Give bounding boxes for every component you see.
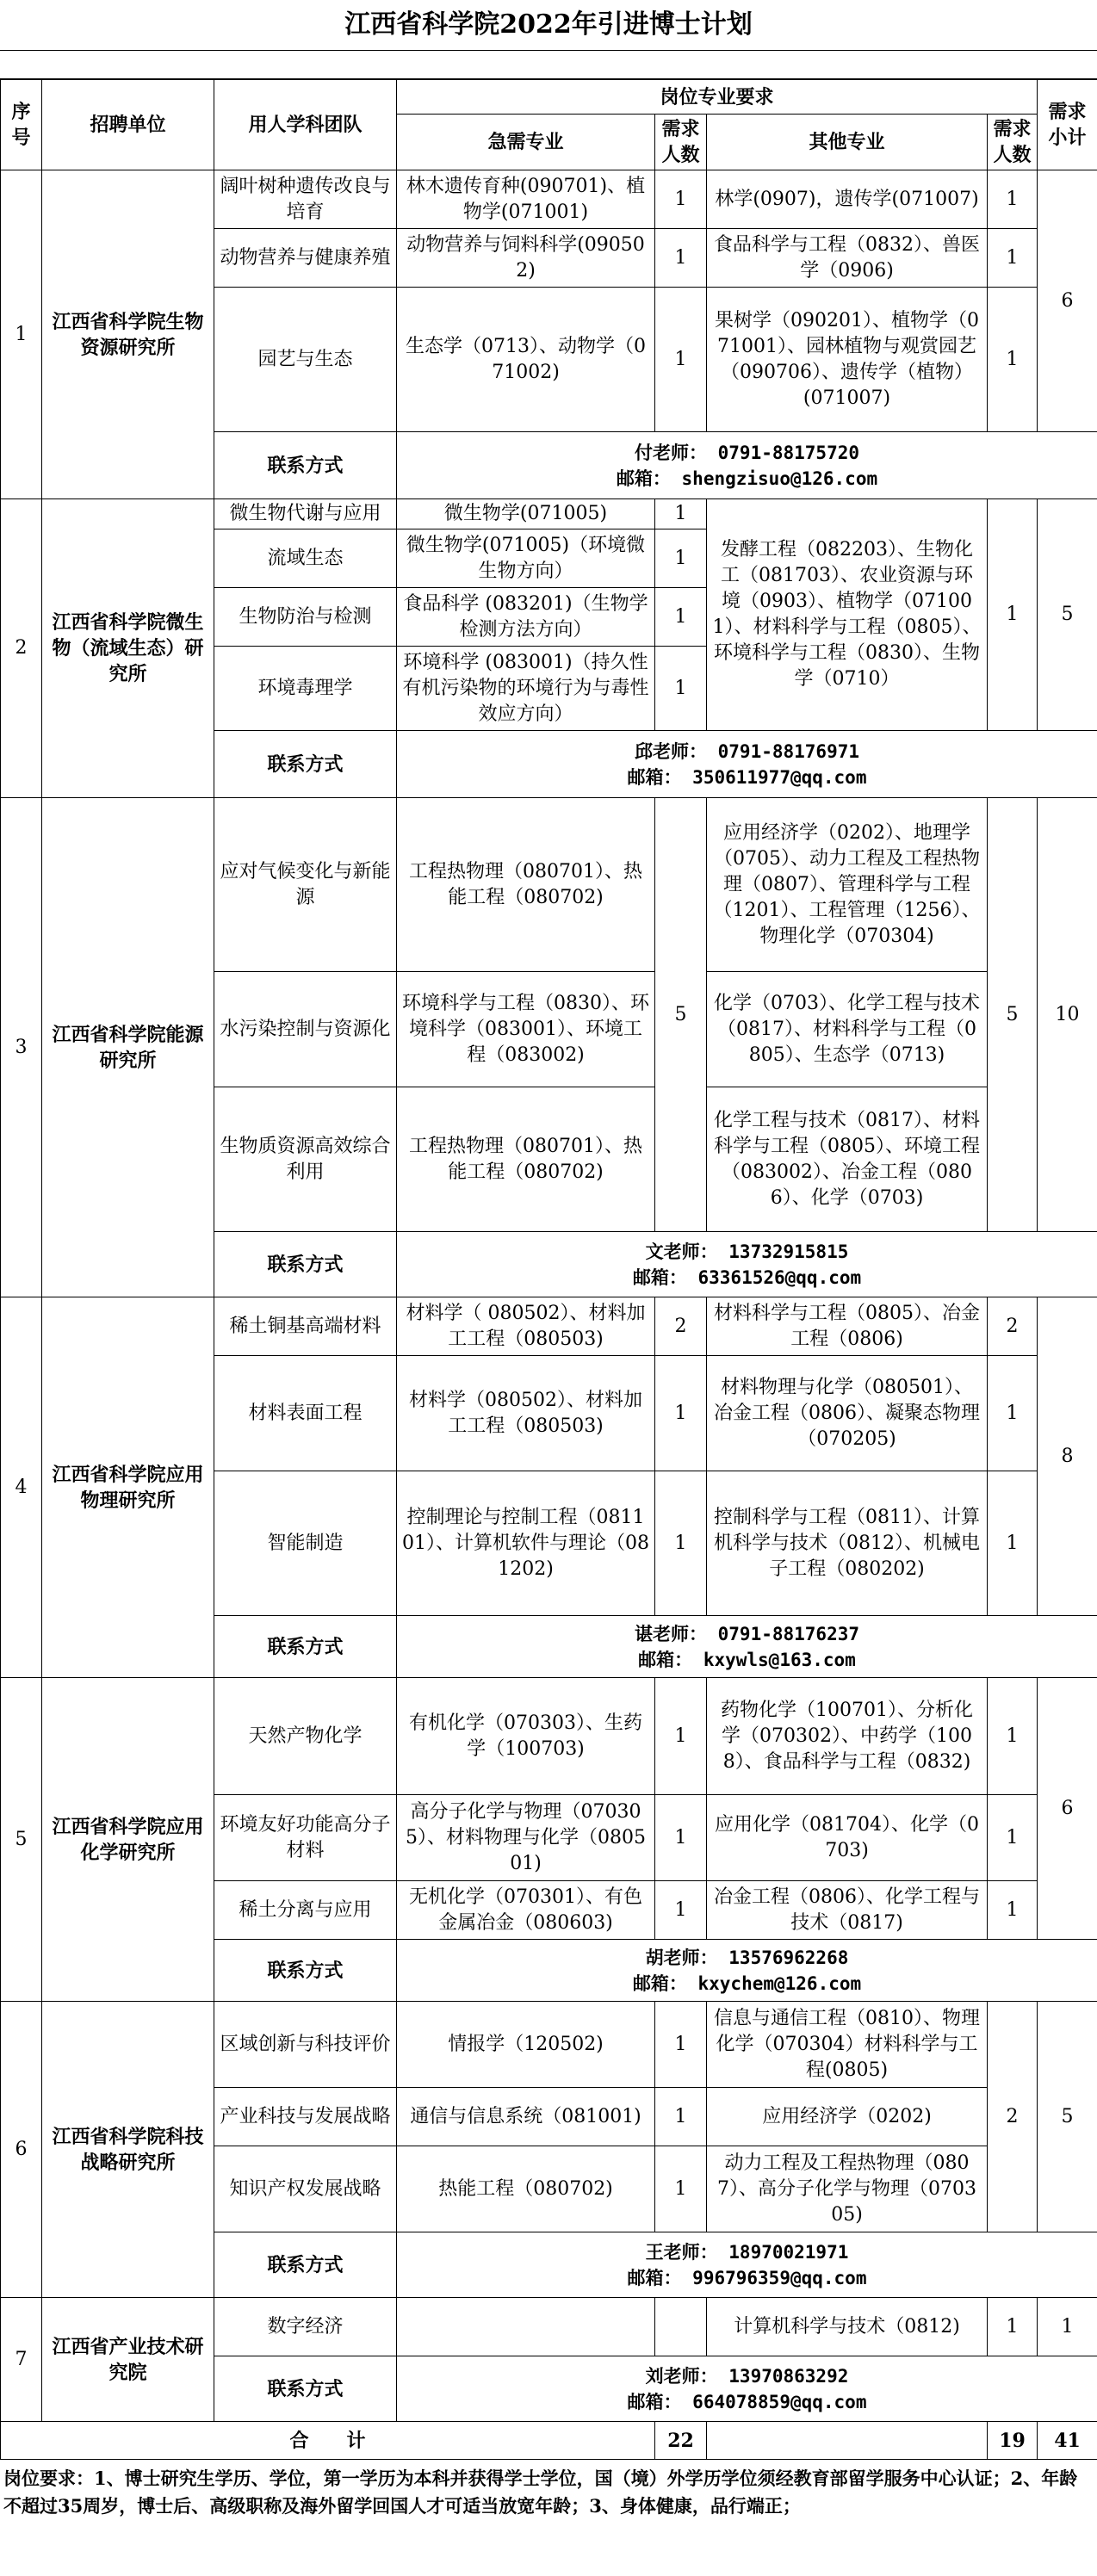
contact-label: 联系方式 [214,2232,397,2298]
count-cell: 1 [655,1881,707,1940]
count-cell: 2 [655,1297,707,1356]
table-row [1,1678,1097,1795]
urgent-cell: 有机化学（070303）、生药学（100703) [397,1678,655,1795]
requirements-note: 岗位要求：1、博士研究生学历、学位，第一学历为本科并获得学士学位，国（境）外学历学位须经教育部留学服务中心认证；2、年龄不超过35周岁，博士后、高级职称及海外留学回国人才可适当放宽年龄；3、身体健康，品行端正； [3,2468,1078,2517]
other-cell: 林学(0907)，遗传学(071007) [707,170,988,229]
unit-cell: 江西省科学院应用化学研究所 [42,1678,214,2002]
contact-label: 联系方式 [214,1232,397,1297]
table-row [1,1297,1097,1356]
other-cell: 化学工程与技术（0817）、材料科学与工程（0805）、环境工程（083002）、冶金工程（0806）、化学（0703) [707,1087,988,1232]
other-cell: 控制科学与工程（0811）、计算机科学与技术（0812）、机械电子工程（080202) [707,1471,988,1616]
urgent-cell: 环境科学与工程（0830）、环境科学（083001）、环境工程（083002) [397,972,655,1087]
total-other-count: 19 [988,2422,1038,2460]
count-cell: 1 [988,2298,1038,2356]
count-cell: 1 [988,499,1038,731]
contact-label: 联系方式 [214,2356,397,2422]
team-cell: 环境友好功能高分子材料 [214,1795,397,1881]
team-cell: 智能制造 [214,1471,397,1616]
table-row [1,499,1097,529]
unit-cell: 江西省科学院微生物（流域生态）研究所 [42,499,214,798]
team-cell: 稀土铜基高端材料 [214,1297,397,1356]
contact-label: 联系方式 [214,1616,397,1678]
urgent-cell: 微生物学(071005) [397,499,655,529]
team-cell: 动物营养与健康养殖 [214,229,397,288]
seq-cell: 6 [1,2002,42,2298]
contact-email: 邮箱： kxywls@163.com [638,1649,856,1670]
contact-person: 邱老师： 0791-88176971 [635,740,860,762]
seq-cell: 3 [1,798,42,1297]
urgent-cell: 材料学（ 080502）、材料加工工程（080503) [397,1297,655,1356]
count-cell: 1 [988,1678,1038,1795]
subtotal-cell: 8 [1038,1297,1097,1616]
urgent-cell: 情报学（120502) [397,2002,655,2088]
count-cell: 2 [988,1297,1038,1356]
urgent-cell [397,2298,655,2356]
contact-info [397,731,1097,798]
other-cell: 应用化学（081704）、化学（0703) [707,1795,988,1881]
count-cell: 1 [655,1471,707,1616]
header-requirements: 岗位专业要求 [397,80,1038,115]
contact-email: 邮箱： 664078859@qq.com [627,2391,867,2412]
table-row [1,2298,1097,2356]
team-cell: 区域创新与科技评价 [214,2002,397,2088]
count-cell: 1 [655,1356,707,1471]
count-cell: 1 [988,1356,1038,1471]
unit-cell: 江西省科学院能源研究所 [42,798,214,1297]
urgent-cell: 控制理论与控制工程（081101）、计算机软件与理论（081202) [397,1471,655,1616]
count-cell: 1 [988,1471,1038,1616]
subtotal-cell: 5 [1038,499,1097,731]
team-cell: 水污染控制与资源化 [214,972,397,1087]
count-cell [655,2298,707,2356]
blank-row [0,51,1097,79]
header-unit: 招聘单位 [42,80,214,170]
count-cell: 5 [988,798,1038,1232]
urgent-cell: 无机化学（070301）、有色金属冶金（080603) [397,1881,655,1940]
unit-cell: 江西省科学院科技战略研究所 [42,2002,214,2298]
seq-cell: 7 [1,2298,42,2422]
count-cell: 1 [988,1881,1038,1940]
count-cell: 1 [655,2146,707,2232]
other-cell: 发酵工程（082203）、生物化工（081703）、农业资源与环境（0903）、植物学（071001）、材料科学与工程（0805）、环境科学与工程（0830）、生物学（0710） [707,499,988,731]
urgent-cell: 材料学（080502）、材料加工工程（080503) [397,1356,655,1471]
seq-cell: 5 [1,1678,42,2002]
unit-cell: 江西省科学院生物资源研究所 [42,170,214,499]
urgent-cell: 工程热物理（080701）、热能工程（080702) [397,798,655,972]
count-cell: 1 [655,1678,707,1795]
count-cell: 2 [988,2002,1038,2232]
total-row [1,2422,1097,2460]
count-cell: 1 [655,2002,707,2088]
header-count: 需求人数 [655,115,707,170]
contact-info [397,432,1097,499]
other-cell: 药物化学（100701）、分析化学（070302）、中药学（1008）、食品科学与工程（0832) [707,1678,988,1795]
header-subtotal: 需求小计 [1038,80,1097,170]
table-row [1,798,1097,972]
subtotal-cell: 10 [1038,798,1097,1232]
other-cell: 食品科学与工程（0832）、兽医学（0906) [707,229,988,288]
contact-person: 胡老师： 13576962268 [645,1947,849,1968]
team-cell: 阔叶树种遗传改良与培育 [214,170,397,229]
total-label: 合 计 [1,2422,655,2460]
subtotal-cell: 5 [1038,2002,1097,2232]
team-cell: 稀土分离与应用 [214,1881,397,1940]
seq-cell: 4 [1,1297,42,1678]
team-cell: 园艺与生态 [214,288,397,432]
subtotal-cell: 6 [1038,170,1097,432]
team-cell: 环境毒理学 [214,647,397,731]
contact-person: 王老师： 18970021971 [645,2241,849,2263]
count-cell: 1 [655,288,707,432]
table-row [1,170,1097,229]
team-cell: 材料表面工程 [214,1356,397,1471]
header-count2: 需求人数 [988,115,1038,170]
count-cell: 1 [655,1795,707,1881]
subtotal-cell: 6 [1038,1678,1097,1940]
team-cell: 产业科技与发展战略 [214,2088,397,2146]
contact-info [397,2356,1097,2422]
count-cell: 1 [988,1795,1038,1881]
plan-table [0,79,1097,2460]
other-cell: 材料物理与化学（080501）、冶金工程（0806）、凝聚态物理（070205) [707,1356,988,1471]
team-cell: 生物防治与检测 [214,588,397,647]
urgent-cell: 工程热物理（080701）、热能工程（080702) [397,1087,655,1232]
count-cell: 5 [655,798,707,1232]
total-empty [707,2422,988,2460]
table-row [1,2002,1097,2088]
urgent-cell: 通信与信息系统（081001) [397,2088,655,2146]
other-cell: 应用经济学（0202) [707,2088,988,2146]
team-cell: 应对气候变化与新能源 [214,798,397,972]
team-cell: 生物质资源高效综合利用 [214,1087,397,1232]
count-cell: 1 [655,499,707,529]
other-cell: 果树学（090201）、植物学（071001）、园林植物与观赏园艺（090706）、遗传学（植物）(071007) [707,288,988,432]
total-urgent-count: 22 [655,2422,707,2460]
urgent-cell: 高分子化学与物理（070305）、材料物理与化学（080501) [397,1795,655,1881]
urgent-cell: 林木遗传育种(090701)、植物学(071001) [397,170,655,229]
contact-info [397,2232,1097,2298]
contact-email: 邮箱： 996796359@qq.com [627,2267,867,2288]
contact-email: 邮箱： 63361526@qq.com [632,1266,862,1288]
other-cell: 材料科学与工程（0805）、冶金工程（0806) [707,1297,988,1356]
other-cell: 信息与通信工程（0810）、物理化学（070304）材料科学与工程(0805) [707,2002,988,2088]
other-cell: 应用经济学（0202）、地理学（0705）、动力工程及工程热物理（0807）、管理科学与工程（1201）、工程管理（1256）、物理化学（070304) [707,798,988,972]
count-cell: 1 [655,229,707,288]
contact-label: 联系方式 [214,1940,397,2002]
header-seq: 序号 [1,80,42,170]
seq-cell: 2 [1,499,42,798]
team-cell: 知识产权发展战略 [214,2146,397,2232]
subtotal-cell: 1 [1038,2298,1097,2356]
contact-label: 联系方式 [214,432,397,499]
contact-info [397,1616,1097,1678]
other-cell: 计算机科学与技术（0812) [707,2298,988,2356]
other-cell: 冶金工程（0806）、化学工程与技术（0817) [707,1881,988,1940]
contact-info [397,1232,1097,1297]
contact-person: 刘老师： 13970863292 [645,2365,849,2387]
other-cell: 动力工程及工程热物理（0807）、高分子化学与物理（070305) [707,2146,988,2232]
other-cell: 化学（0703）、化学工程与技术（0817）、材料科学与工程（0805）、生态学（0713) [707,972,988,1087]
contact-email: 邮箱： kxychem@126.com [632,1972,862,1994]
count-cell: 1 [988,229,1038,288]
urgent-cell: 食品科学 (083201)（生物学检测方法方向） [397,588,655,647]
total-subtotal: 41 [1038,2422,1097,2460]
unit-cell: 江西省产业技术研究院 [42,2298,214,2422]
header-other: 其他专业 [707,115,988,170]
count-cell: 1 [655,588,707,647]
header-urgent: 急需专业 [397,115,655,170]
contact-person: 付老师： 0791-88175720 [635,442,860,463]
team-cell: 微生物代谢与应用 [214,499,397,529]
urgent-cell: 生态学（0713）、动物学（071002) [397,288,655,432]
count-cell: 1 [655,647,707,731]
page-title: 江西省科学院2022年引进博士计划 [0,0,1097,51]
contact-email: 邮箱： shengzisuo@126.com [616,468,878,489]
team-cell: 流域生态 [214,529,397,588]
count-cell: 1 [988,288,1038,432]
header-team: 用人学科团队 [214,80,397,170]
count-cell: 1 [655,170,707,229]
urgent-cell: 热能工程（080702) [397,2146,655,2232]
count-cell: 1 [655,2088,707,2146]
contact-info [397,1940,1097,2002]
urgent-cell: 环境科学 (083001)（持久性有机污染物的环境行为与毒性效应方向） [397,647,655,731]
urgent-cell: 微生物学(071005)（环境微生物方向） [397,529,655,588]
contact-person: 文老师： 13732915815 [645,1241,849,1262]
unit-cell: 江西省科学院应用物理研究所 [42,1297,214,1678]
contact-person: 谌老师： 0791-88176237 [635,1623,860,1644]
count-cell: 1 [988,170,1038,229]
seq-cell: 1 [1,170,42,499]
count-cell: 1 [655,529,707,588]
urgent-cell: 动物营养与饲料科学(090502) [397,229,655,288]
team-cell: 数字经济 [214,2298,397,2356]
team-cell: 天然产物化学 [214,1678,397,1795]
contact-email: 邮箱： 350611977@qq.com [627,766,867,788]
contact-label: 联系方式 [214,731,397,798]
